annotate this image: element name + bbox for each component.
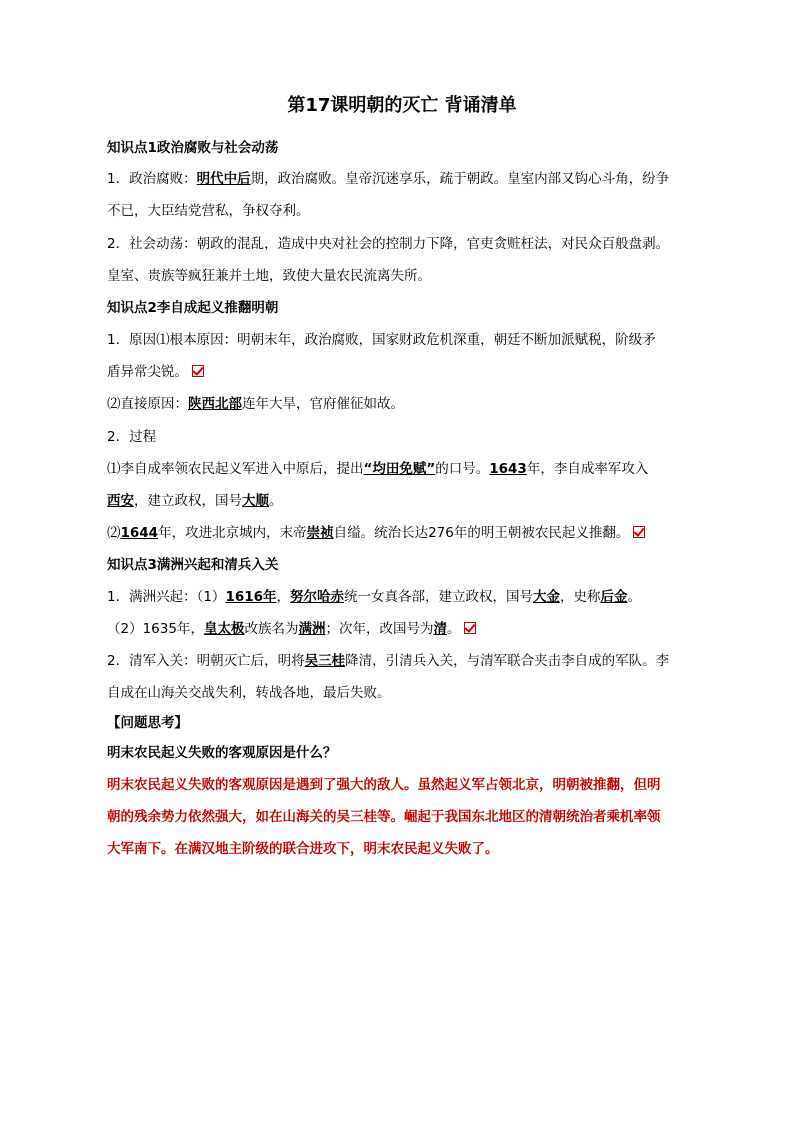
answer-line: 明末农民起义失败的客观原因是遇到了强大的敌人。虽然起义军占领北京，明朝被推翻，但明	[107, 777, 661, 793]
kp2-line: ⑵直接原因：陕西北部连年大旱，官府催征如故。	[107, 396, 404, 412]
kp1-heading: 知识点1政治腐败与社会动荡	[107, 140, 279, 156]
kp2-line: 1．原因⑴根本原因：明朝末年，政治腐败，国家财政危机深重，朝廷不断加派赋税，阶级矛	[107, 332, 656, 348]
page-title: 第17课明朝的灭亡 背诵清单	[287, 95, 517, 116]
kp2-line: ⑵1644年，攻进北京城内，末帝崇祯自缢。统治长达276年的明王朝被农民起义推翻。	[107, 523, 645, 543]
kp3-line: （2）1635年，皇太极改族名为满洲；次年，改国号为清。	[107, 619, 476, 639]
checkbox-icon	[192, 365, 204, 377]
kp2-line: 盾异常尖锐。	[107, 362, 204, 382]
kp3-line: 1．满洲兴起：（1）1616年，努尔哈赤统一女真各部，建立政权，国号大金，史称后金。	[107, 589, 642, 605]
question-label: 【问题思考】	[107, 715, 188, 731]
question-text: 明末农民起义失败的客观原因是什么？	[107, 745, 337, 761]
kp1-line: 1．政治腐败：明代中后期，政治腐败。皇帝沉迷享乐，疏于朝政。皇室内部又钩心斗角，纷争	[107, 171, 670, 187]
answer-line: 朝的残余势力依然强大，如在山海关的吴三桂等。崛起于我国东北地区的清朝统治者乘机率领	[107, 809, 661, 825]
kp3-heading: 知识点3满洲兴起和清兵入关	[107, 557, 279, 573]
kp1-line: 皇室、贵族等疯狂兼并土地，致使大量农民流离失所。	[107, 268, 431, 284]
kp2-line: 西安，建立政权，国号大顺。	[107, 493, 283, 509]
kp3-line: 2．清军入关：明朝灭亡后，明将吴三桂降清，引清兵入关，与清军联合夹击李自成的军队。李	[107, 653, 670, 669]
checkbox-icon	[633, 526, 645, 538]
answer-line: 大军南下。在满汉地主阶级的联合进攻下，明末农民起义失败了。	[107, 841, 499, 857]
checkbox-icon	[464, 622, 476, 634]
kp2-heading: 知识点2李自成起义推翻明朝	[107, 300, 279, 316]
kp1-line: 不已，大臣结党营私，争权夺利。	[107, 203, 310, 219]
kp2-line: 2．过程	[107, 429, 157, 445]
kp2-line: ⑴李自成率领农民起义军进入中原后，提出“均田免赋”的口号。1643年，李自成率军攻入	[107, 461, 649, 477]
kp3-line: 自成在山海关交战失利，转战各地，最后失败。	[107, 685, 391, 701]
kp1-line: 2．社会动荡：朝政的混乱，造成中央对社会的控制力下降，官吏贪赃枉法，对民众百般盘剥。	[107, 236, 670, 252]
